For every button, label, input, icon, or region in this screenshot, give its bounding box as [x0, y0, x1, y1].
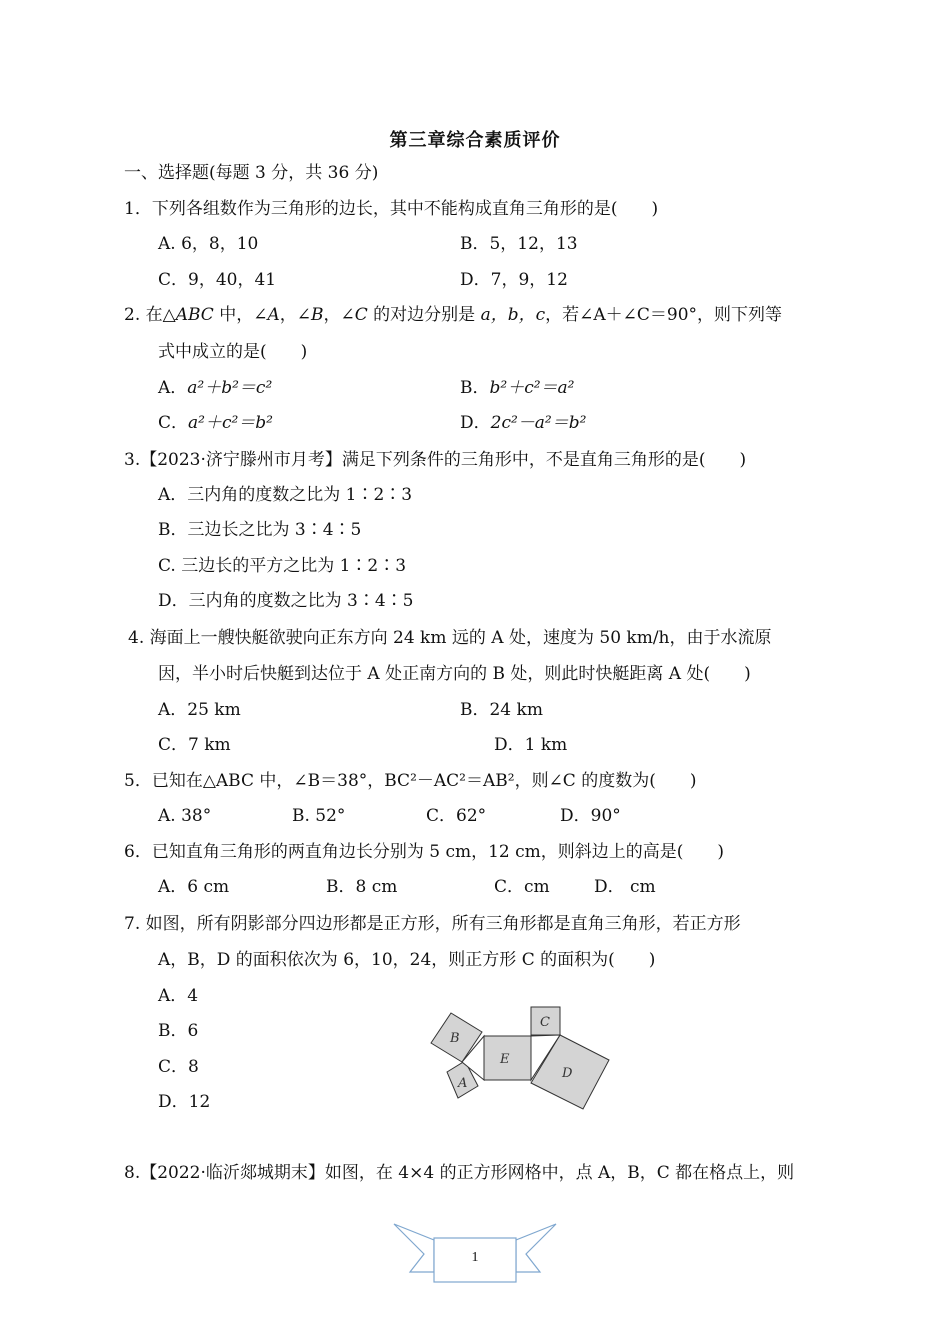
question-3-option-d: D．三内角的度数之比为 3∶4∶5 [158, 591, 414, 611]
question-6-option-b: B．8 cm [326, 877, 398, 897]
squares-figure [420, 1000, 620, 1110]
question-2-stem-line1: 2. 在△ABC 中，∠A，∠B，∠C 的对边分别是 a，b，c，若∠A＋∠C＝90°，则下列等 [124, 305, 783, 325]
question-1-option-b: B．5，12，13 [460, 234, 578, 254]
question-4-option-d: D．1 km [494, 735, 568, 755]
question-4-option-b: B．24 km [460, 700, 543, 720]
question-5-option-c: C．62° [426, 806, 487, 826]
question-3-option-b: B．三边长之比为 3∶4∶5 [158, 520, 362, 540]
question-1-option-a: A. 6，8，10 [158, 234, 259, 254]
question-6-stem: 6．已知直角三角形的两直角边长分别为 5 cm，12 cm，则斜边上的高是( ) [124, 842, 725, 862]
label-d: D [562, 1066, 573, 1081]
label-c: C [540, 1015, 550, 1030]
question-2-option-c: C．a²＋c²＝b² [158, 413, 273, 433]
question-2-option-d: D．2c²－a²＝b² [460, 413, 587, 433]
question-5-option-d: D．90° [560, 806, 621, 826]
question-7-option-b: B．6 [158, 1021, 199, 1041]
question-5-option-b: B. 52° [292, 806, 346, 826]
question-4-stem-line2: 因，半小时后快艇到达位于 A 处正南方向的 B 处，则此时快艇距离 A 处( ) [158, 664, 751, 684]
page-title: 第三章综合素质评价 [389, 130, 561, 151]
page-number: 1 [471, 1250, 479, 1265]
question-6-option-a: A．6 cm [158, 877, 230, 897]
question-7-stem-line2: A，B，D 的面积依次为 6，10，24，则正方形 C 的面积为( ) [158, 950, 656, 970]
question-7-option-c: C．8 [158, 1057, 199, 1077]
question-2-option-b: B．b²＋c²＝a² [460, 378, 575, 398]
section-heading: 一、选择题(每题 3 分，共 36 分) [124, 163, 379, 183]
question-5-stem: 5．已知在△ABC 中，∠B＝38°，BC²－AC²＝AB²，则∠C 的度数为( ) [124, 771, 697, 791]
question-2-stem-line2: 式中成立的是( ) [158, 342, 308, 362]
question-4-stem-line1: 4. 海面上一艘快艇欲驶向正东方向 24 km 远的 A 处，速度为 50 km/h，由于水流原 [128, 628, 772, 648]
question-4-option-a: A．25 km [158, 700, 241, 720]
label-a: A [458, 1076, 468, 1091]
question-3-option-a: A．三内角的度数之比为 1∶2∶3 [158, 485, 413, 505]
question-1-stem: 1．下列各组数作为三角形的边长，其中不能构成直角三角形的是( ) [124, 199, 659, 219]
question-8-stem: 8.【2022·临沂郯城期末】如图，在 4×4 的正方形网格中，点 A，B，C 都在格点上，则 [124, 1163, 795, 1183]
label-e: E [500, 1052, 510, 1067]
question-6-option-c: C．cm [494, 877, 550, 897]
question-7-option-d: D．12 [158, 1092, 211, 1112]
question-7-stem-line1: 7. 如图，所有阴影部分四边形都是正方形，所有三角形都是直角三角形，若正方形 [124, 914, 741, 934]
question-5-option-a: A. 38° [158, 806, 212, 826]
question-7-option-a: A．4 [158, 986, 199, 1006]
question-3-option-c: C. 三边长的平方之比为 1∶2∶3 [158, 556, 407, 576]
question-3-stem: 3.【2023·济宁滕州市月考】满足下列条件的三角形中，不是直角三角形的是( ) [124, 450, 747, 470]
question-6-option-d: D． cm [594, 877, 656, 897]
question-1-option-c: C．9，40，41 [158, 270, 277, 290]
question-2-option-a: A．a²＋b²＝c² [158, 378, 273, 398]
question-4-option-c: C．7 km [158, 735, 231, 755]
label-b: B [450, 1031, 460, 1046]
question-1-option-d: D．7，9，12 [460, 270, 568, 290]
